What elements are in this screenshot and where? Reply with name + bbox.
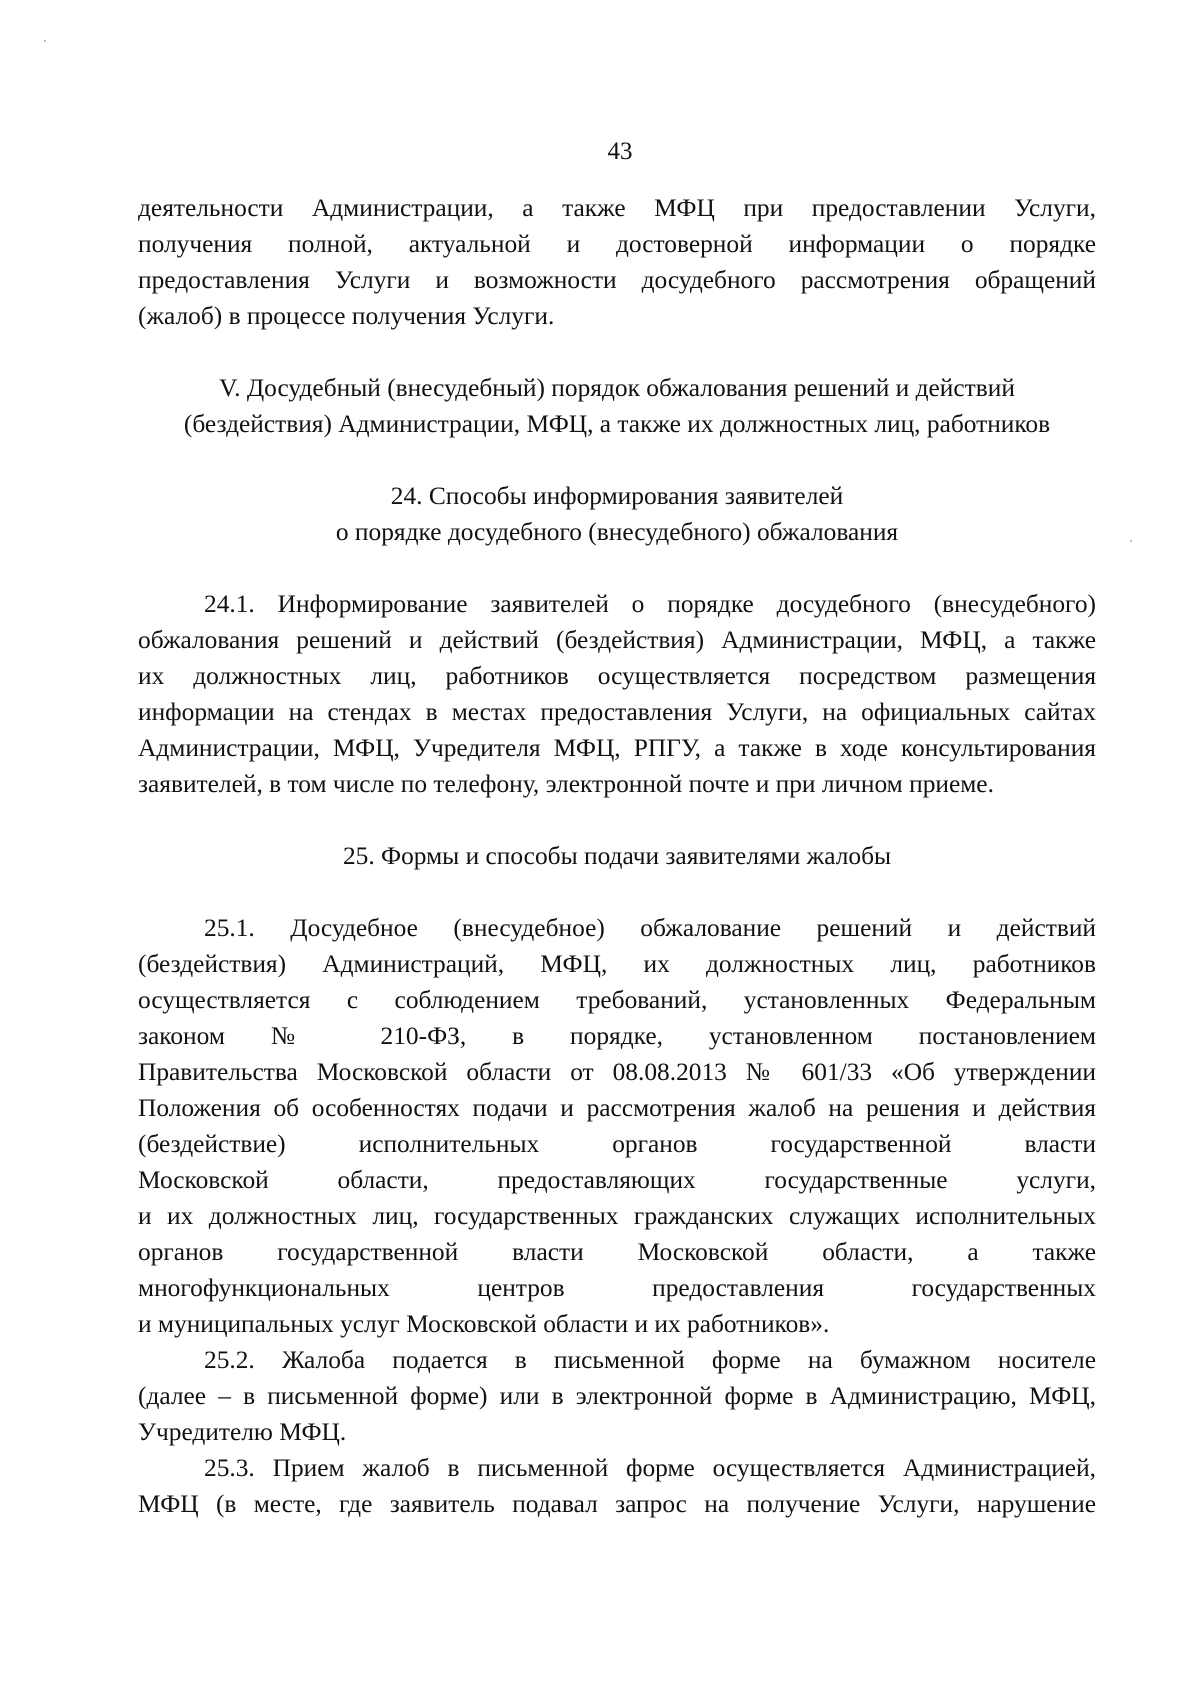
intro-paragraph: [138, 190, 1096, 334]
scan-speck: [44, 40, 46, 42]
paragraph-line: 25.1. Досудебное (внесудебное) обжалование решений и действий: [204, 914, 1096, 942]
paragraph-line: обжалования решений и действий (бездействия) Администрации, МФЦ, а также: [138, 626, 1096, 654]
paragraph-24-1: [138, 586, 1096, 802]
paragraph-line: Администрации, МФЦ, Учредителя МФЦ, РПГУ, а также в ходе консультирования: [138, 734, 1096, 762]
paragraph-line: МФЦ (в месте, где заявитель подавал запрос на получение Услуги, нарушение: [138, 1490, 1096, 1518]
paragraph-line: многофункциональных центров предоставления государственных: [138, 1274, 1096, 1302]
paragraph-line: Учредителю МФЦ.: [138, 1418, 347, 1446]
paragraph-line: Правительства Московской области от 08.08.2013 № 601/33 «Об утверждении: [138, 1058, 1096, 1086]
paragraph-25-2: [138, 1342, 1096, 1450]
paragraph-line: органов государственной власти Московской области, а также: [138, 1238, 1096, 1266]
paragraph-line: и их должностных лиц, государственных гражданских служащих исполнительных: [138, 1202, 1096, 1230]
paragraph-25-3: [138, 1450, 1096, 1522]
paragraph-line: заявителей, в том числе по телефону, электронной почте и при личном приеме.: [138, 770, 994, 798]
paragraph-line: 24.1. Информирование заявителей о порядке досудебного (внесудебного): [204, 590, 1096, 618]
subsection-heading-line: о порядке досудебного (внесудебного) обжалования: [335, 518, 899, 546]
paragraph-line: и муниципальных услуг Московской области и их работников».: [138, 1310, 830, 1338]
document-body: [138, 190, 1096, 1522]
section-heading-line: (бездействия) Администрации, МФЦ, а также их должностных лиц, работников: [183, 410, 1051, 438]
subsection-25-heading: 25. Формы и способы подачи заявителями жалобы: [342, 842, 892, 870]
paragraph-line: Положения об особенностях подачи и рассмотрения жалоб на решения и действия: [138, 1094, 1096, 1122]
paragraph-line: (бездействие) исполнительных органов государственной власти: [138, 1130, 1096, 1158]
page-number: 43: [607, 138, 633, 165]
paragraph-25-1: [138, 910, 1096, 1342]
paragraph-line: законом № 210-ФЗ, в порядке, установленном постановлением: [138, 1022, 1096, 1050]
subsection-24-heading: [138, 478, 1096, 550]
intro-line: (жалоб) в процессе получения Услуги.: [138, 302, 555, 330]
paragraph-line: 25.2. Жалоба подается в письменной форме на бумажном носителе: [204, 1346, 1096, 1374]
scan-speck: [1130, 540, 1132, 542]
subsection-heading-line: 24. Способы информирования заявителей: [390, 482, 844, 510]
intro-line: предоставления Услуги и возможности досудебного рассмотрения обращений: [138, 266, 1096, 294]
section-heading: [138, 370, 1096, 442]
paragraph-line: их должностных лиц, работников осуществляется посредством размещения: [138, 662, 1096, 690]
intro-line: получения полной, актуальной и достоверной информации о порядке: [138, 230, 1096, 258]
paragraph-line: 25.3. Прием жалоб в письменной форме осуществляется Администрацией,: [204, 1454, 1096, 1482]
section-heading-line: V. Досудебный (внесудебный) порядок обжалования решений и действий: [219, 374, 1015, 402]
paragraph-line: (бездействия) Администраций, МФЦ, их должностных лиц, работников: [138, 950, 1096, 978]
paragraph-line: (далее – в письменной форме) или в электронной форме в Администрацию, МФЦ,: [138, 1382, 1096, 1410]
paragraph-line: информации на стендах в местах предоставления Услуги, на официальных сайтах: [138, 698, 1096, 726]
paragraph-line: Московской области, предоставляющих государственные услуги,: [138, 1166, 1096, 1194]
paragraph-line: осуществляется с соблюдением требований, установленных Федеральным: [138, 986, 1096, 1014]
intro-line: деятельности Администрации, а также МФЦ при предоставлении Услуги,: [138, 194, 1096, 222]
